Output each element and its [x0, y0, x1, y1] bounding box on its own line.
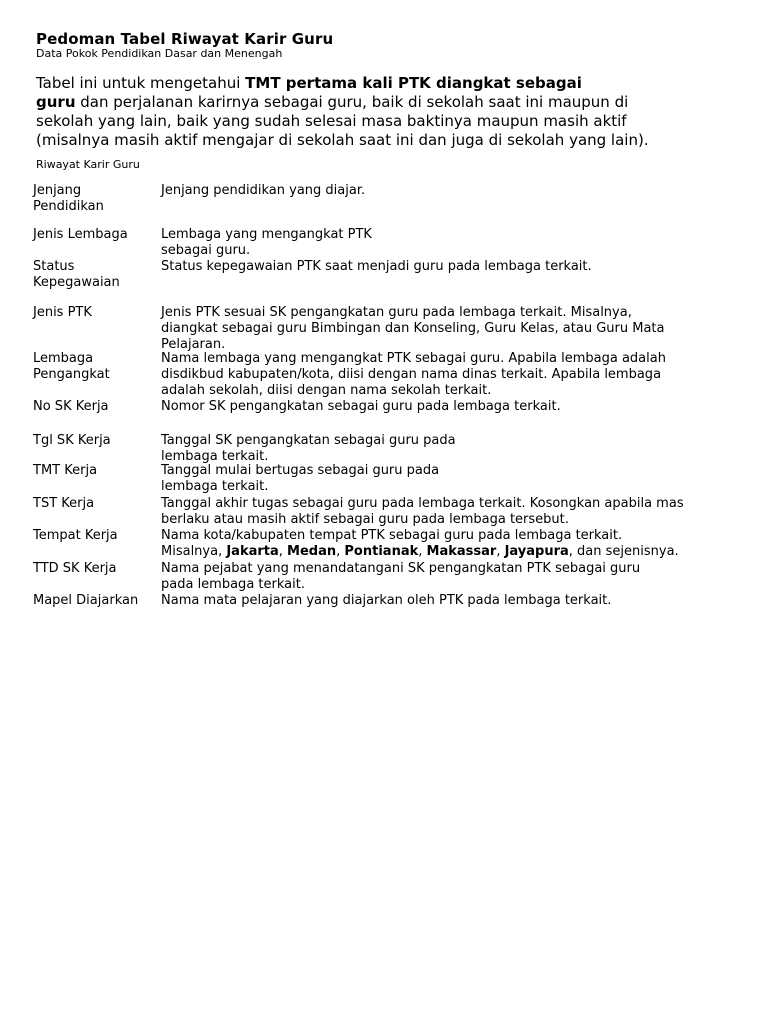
row-term: [33, 183, 159, 215]
table-row: [33, 351, 768, 399]
row-definition-line: Nomor SK pengangkatan sebagai guru pada lembaga terkait.: [161, 399, 561, 414]
table-row: [33, 227, 768, 259]
row-term: [33, 399, 159, 415]
table-row: [33, 528, 768, 560]
row-term-line: Mapel Diajarkan: [33, 593, 139, 608]
table-row: [33, 593, 768, 609]
row-term: [33, 561, 159, 577]
row-definition: [161, 399, 768, 415]
row-term-line: Jenjang: [33, 183, 82, 198]
row-definition-line: Nama kota/kabupaten tempat PTK sebagai guru pada lembaga terkait.: [161, 528, 623, 543]
row-definition-line: Status kepegawaian PTK saat menjadi guru pada lembaga terkait.: [161, 259, 592, 274]
row-term: [33, 433, 159, 449]
row-definition-line: pada lembaga terkait.: [161, 577, 305, 592]
page-title: Pedoman Tabel Riwayat Karir Guru: [36, 30, 334, 48]
row-definition-line: disdikbud kabupaten/kota, diisi dengan nama dinas terkait. Apabila lembaga: [161, 367, 662, 382]
row-definition-line: Jenjang pendidikan yang diajar.: [161, 183, 366, 198]
examples-separator: ,: [336, 544, 345, 559]
row-term-line: Jenis PTK: [33, 305, 92, 320]
row-definition: [161, 561, 768, 593]
intro-emphasis: guru: [36, 93, 76, 111]
table-row: [33, 259, 768, 291]
example-city: Jayapura: [504, 544, 569, 559]
row-term: [33, 593, 159, 609]
row-definition-line: Pelajaran.: [161, 337, 226, 352]
row-term: [33, 351, 159, 383]
row-definition-line: [161, 544, 768, 560]
examples-separator: ,: [496, 544, 505, 559]
section-label: Riwayat Karir Guru: [36, 158, 140, 171]
intro-line-3: sekolah yang lain, baik yang sudah selesai masa baktinya maupun masih aktif: [36, 112, 627, 130]
row-definition-line: Nama pejabat yang menandatangani SK pengangkatan PTK sebagai guru: [161, 561, 641, 576]
example-city: Pontianak: [344, 544, 419, 559]
row-definition-line: Nama mata pelajaran yang diajarkan oleh PTK pada lembaga terkait.: [161, 593, 612, 608]
row-definition-line: diangkat sebagai guru Bimbingan dan Konseling, Guru Kelas, atau Guru Mata: [161, 321, 665, 336]
example-city: Medan: [287, 544, 337, 559]
row-term-line: Pendidikan: [33, 199, 104, 214]
row-term-line: TTD SK Kerja: [33, 561, 117, 576]
row-definition: [161, 463, 768, 495]
row-definition-line: Lembaga yang mengangkat PTK: [161, 227, 372, 242]
intro-line-1: [36, 74, 756, 93]
row-term-line: TST Kerja: [33, 496, 95, 511]
row-term: [33, 305, 159, 321]
intro-line-2: [36, 93, 756, 112]
row-definition-line: berlaku atau masih aktif sebagai guru pada lembaga tersebut.: [161, 512, 569, 527]
row-definition-line: Tanggal mulai bertugas sebagai guru pada: [161, 463, 440, 478]
row-definition-line: Nama lembaga yang mengangkat PTK sebagai guru. Apabila lembaga adalah: [161, 351, 666, 366]
table-row: [33, 463, 768, 495]
row-term-line: Status: [33, 259, 75, 274]
row-definition-line: adalah sekolah, diisi dengan nama sekolah terkait.: [161, 383, 492, 398]
row-definition-line: sebagai guru.: [161, 243, 251, 258]
intro-paragraph: [36, 74, 756, 150]
row-term: [33, 528, 159, 544]
example-city: Makassar: [426, 544, 497, 559]
row-definition-line: Tanggal akhir tugas sebagai guru pada lembaga terkait. Kosongkan apabila mas: [161, 496, 684, 511]
row-term: [33, 463, 159, 479]
examples-prefix: Misalnya,: [161, 544, 227, 559]
row-term-line: TMT Kerja: [33, 463, 98, 478]
row-definition-line: lembaga terkait.: [161, 479, 269, 494]
row-term-line: No SK Kerja: [33, 399, 109, 414]
table-row: [33, 496, 768, 528]
table-row: [33, 183, 768, 215]
row-definition: [161, 593, 768, 609]
row-definition: [161, 433, 768, 465]
row-term-line: Pengangkat: [33, 367, 110, 382]
row-term-line: Lembaga: [33, 351, 94, 366]
examples-separator: ,: [418, 544, 427, 559]
row-definition-line: Jenis PTK sesuai SK pengangkatan guru pada lembaga terkait. Misalnya,: [161, 305, 632, 320]
example-city: Jakarta: [226, 544, 279, 559]
examples-suffix: , dan sejenisnya.: [568, 544, 679, 559]
intro-text: Tabel ini untuk mengetahui: [36, 74, 246, 92]
row-definition: [161, 305, 768, 353]
table-row: [33, 305, 768, 353]
row-term-line: Tgl SK Kerja: [33, 433, 111, 448]
page-subtitle: Data Pokok Pendidikan Dasar dan Menengah: [36, 47, 283, 60]
row-definition: [161, 183, 768, 199]
row-definition-line: lembaga terkait.: [161, 449, 269, 464]
table-row: [33, 561, 768, 593]
row-term-line: Kepegawaian: [33, 275, 120, 290]
table-row: [33, 399, 768, 415]
row-term: [33, 496, 159, 512]
row-definition-line: Tanggal SK pengangkatan sebagai guru pada: [161, 433, 456, 448]
row-definition: [161, 528, 768, 560]
row-definition: [161, 227, 768, 259]
row-term-line: Tempat Kerja: [33, 528, 118, 543]
row-term: [33, 259, 159, 291]
intro-emphasis: TMT pertama kali PTK diangkat sebagai: [245, 74, 582, 92]
row-definition: [161, 496, 768, 528]
examples-separator: ,: [278, 544, 288, 559]
row-definition: [161, 351, 768, 399]
intro-text: dan perjalanan karirnya sebagai guru, baik di sekolah saat ini maupun di: [75, 93, 629, 111]
row-term-line: Jenis Lembaga: [33, 227, 128, 242]
row-term: [33, 227, 159, 243]
table-row: [33, 433, 768, 465]
intro-line-4: (misalnya masih aktif mengajar di sekolah saat ini dan juga di sekolah yang lain).: [36, 131, 649, 149]
row-definition: [161, 259, 768, 275]
